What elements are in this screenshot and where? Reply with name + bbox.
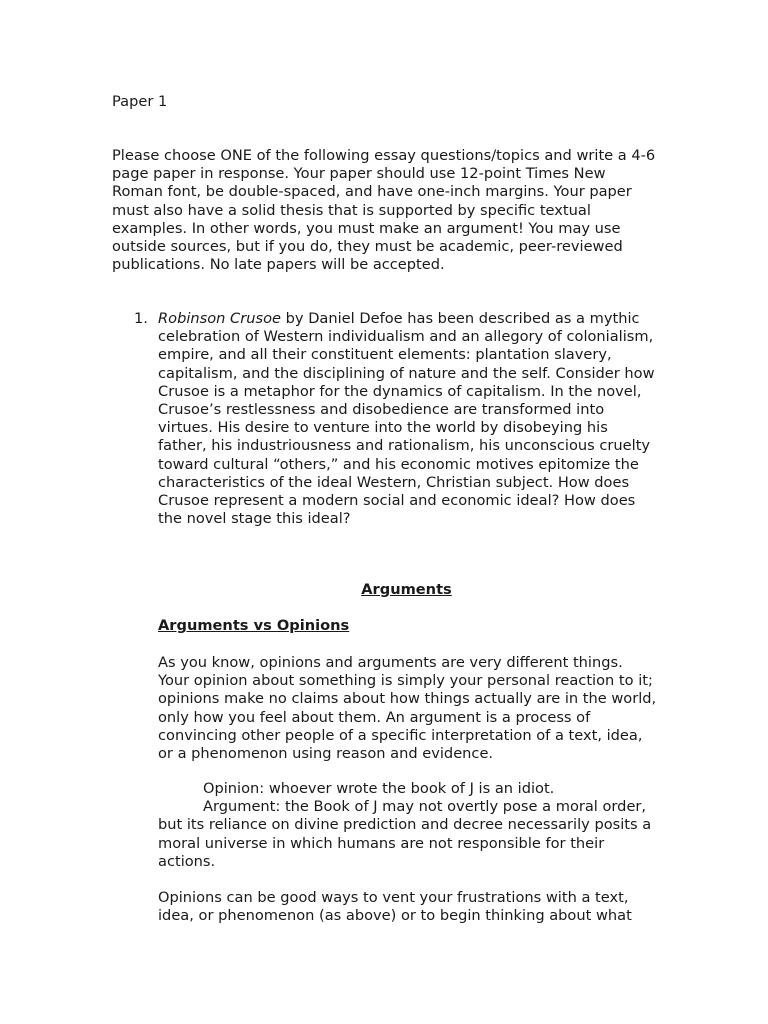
list-item bbox=[112, 310, 660, 528]
book-title: Robinson Crusoe bbox=[158, 310, 282, 327]
topic-text: by Daniel Defoe has been described as a mythic celebration of Western individualism and an allegory of colonialism, empire, and all their constituent elements: plantation slavery, capitalism, and the disciplining of nature and the self. Consider how Crusoe is a metaphor for the dynamics of capitalism. In the novel, Crusoe’s restlessness and disobedience are transformed into virtues. His desire to venture into the world by disobeying his father, his industriousness and rationalism, his unconscious cruelty toward cultural “others,” and his economic motives epitomize the characteristics of the ideal Western, Christian subject. How does Crusoe represent a modern social and economic ideal? How does the novel stage this ideal? bbox=[158, 310, 655, 528]
intro-paragraph: Please choose ONE of the following essay questions/topics and write a 4-6 page paper in response. Your paper should use 12-point Times New Roman font, be double-spaced, and have one-inch margins. Your paper must also have a solid thesis that is supported by specific textual examples. In other words, you must make an argument! You may use outside sources, but if you do, they must be academic, peer-reviewed publications. No late papers will be accepted. bbox=[112, 147, 656, 274]
examples-paragraph bbox=[158, 780, 658, 871]
section-heading: Arguments bbox=[361, 581, 452, 598]
arguments-paragraph: As you know, opinions and arguments are very different things. Your opinion about something is simply your personal reaction to it; opinions make no claims about how things actually are in the world, only how you feel about them. An argument is a process of convincing other people of a specific interpretation of a text, idea, or a phenomenon using reason and evidence. bbox=[158, 654, 657, 763]
sub-heading: Arguments vs Opinions bbox=[158, 617, 350, 634]
list-item-number: 1. bbox=[134, 310, 148, 327]
argument-example: Argument: the Book of J may not overtly pose a moral order, but its reliance on divine prediction and decree necessarily posits a moral universe in which humans are not responsible for their actions. bbox=[158, 798, 652, 870]
opinions-paragraph: Opinions can be good ways to vent your frustrations with a text, idea, or phenomenon (as above) or to begin thinking about what bbox=[158, 889, 632, 925]
page-title: Paper 1 bbox=[112, 93, 168, 110]
topic-list bbox=[112, 310, 660, 528]
opinion-example: Opinion: whoever wrote the book of J is an idiot. bbox=[203, 780, 555, 797]
